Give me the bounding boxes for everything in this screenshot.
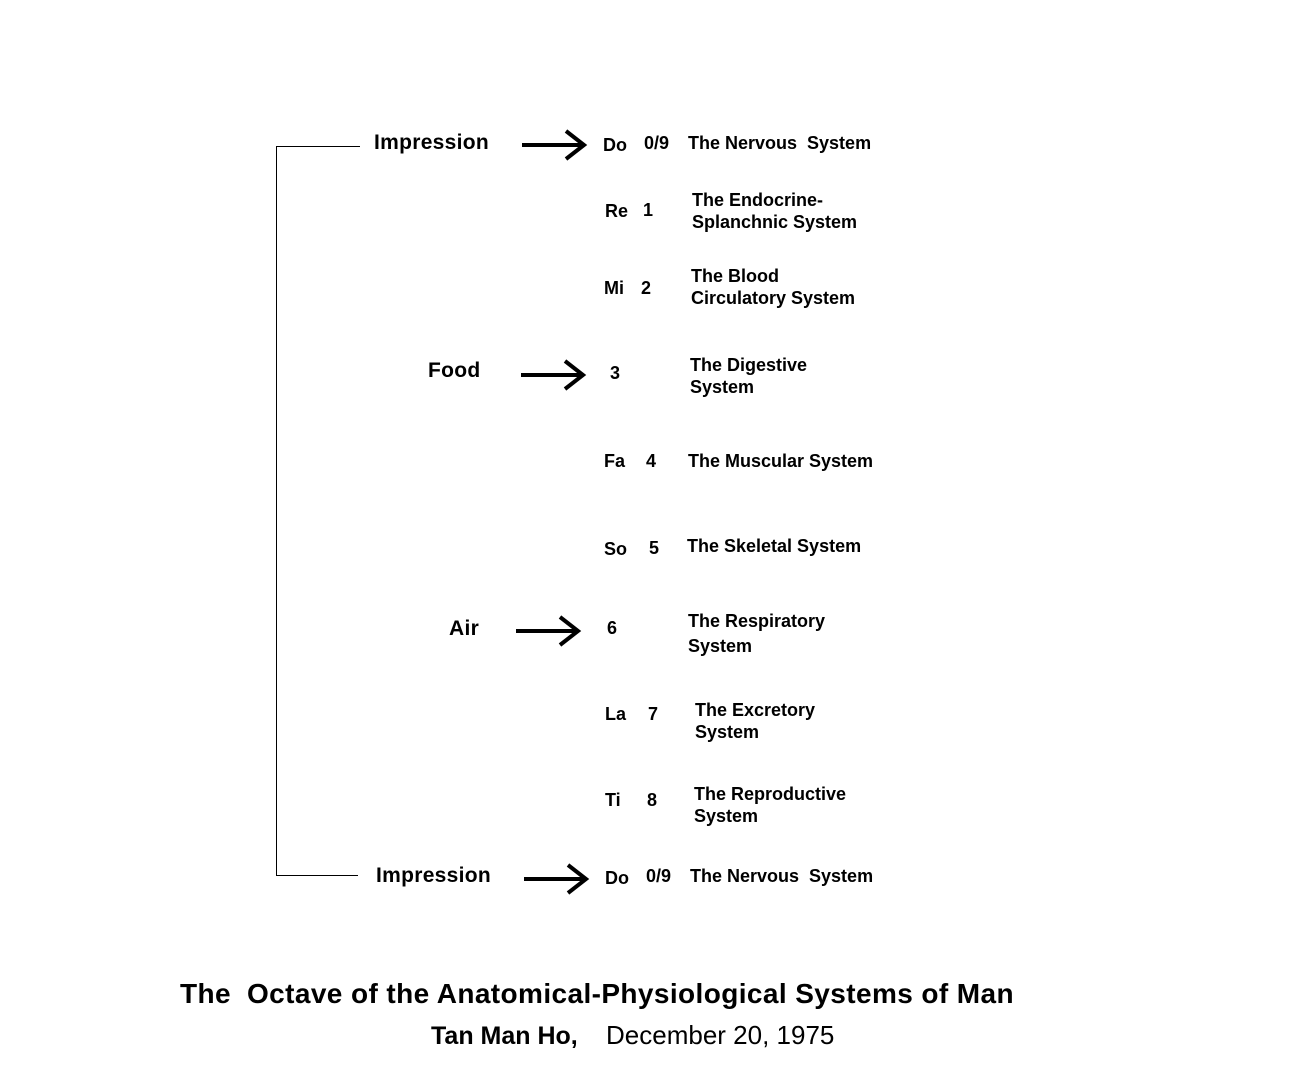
title-first-word: The — [180, 978, 231, 1009]
system-label: The Excretory System — [695, 700, 816, 742]
note-label: Re — [605, 201, 629, 221]
system-label: The Respiratory System — [688, 611, 826, 656]
arrow-right-icon — [522, 861, 592, 897]
bracket-top-arm — [276, 146, 360, 147]
bracket-bottom-arm — [276, 875, 358, 876]
date-text: December 20, 1975 — [606, 1020, 835, 1050]
system-label: The Nervous System — [688, 133, 872, 153]
step-number: 0/9 — [644, 133, 670, 153]
step-number: 0/9 — [646, 866, 672, 886]
step-number: 5 — [649, 538, 660, 558]
input-impression-bottom: Impression — [376, 864, 492, 887]
arrow-right-icon — [520, 128, 590, 164]
note-label: Do — [605, 868, 629, 888]
input-impression-top: Impression — [374, 131, 490, 154]
note-label: Mi — [604, 278, 624, 298]
note-label: Ti — [605, 790, 621, 810]
step-number: 8 — [647, 790, 658, 810]
step-number: 7 — [648, 704, 659, 724]
step-number: 2 — [641, 278, 652, 298]
system-label: The Skeletal System — [687, 536, 862, 556]
arrow-right-icon — [519, 357, 589, 393]
input-food: Food — [428, 359, 481, 382]
note-label: So — [604, 539, 628, 559]
diagram-title — [180, 978, 1014, 1010]
step-number: 4 — [646, 451, 657, 471]
title-rest: Octave of the Anatomical-Physiological Systems of Man — [246, 978, 1014, 1009]
input-air: Air — [449, 617, 480, 640]
step-number: 6 — [607, 618, 618, 638]
system-label: The Muscular System — [688, 451, 874, 471]
arrow-right-icon — [514, 614, 584, 650]
note-label: La — [605, 704, 627, 724]
system-label: The Digestive System — [690, 355, 808, 397]
system-label: The Reproductive System — [694, 784, 847, 826]
bracket-vertical — [276, 146, 277, 875]
step-number: 3 — [610, 363, 621, 383]
system-label: The Endocrine- Splanchnic System — [692, 190, 858, 232]
note-label: Do — [603, 135, 627, 155]
system-label: The Nervous System — [690, 866, 874, 886]
step-number: 1 — [643, 200, 654, 220]
system-label: The Blood Circulatory System — [691, 266, 856, 308]
author-name: Tan Man Ho, — [431, 1022, 578, 1050]
note-label: Fa — [604, 451, 626, 471]
